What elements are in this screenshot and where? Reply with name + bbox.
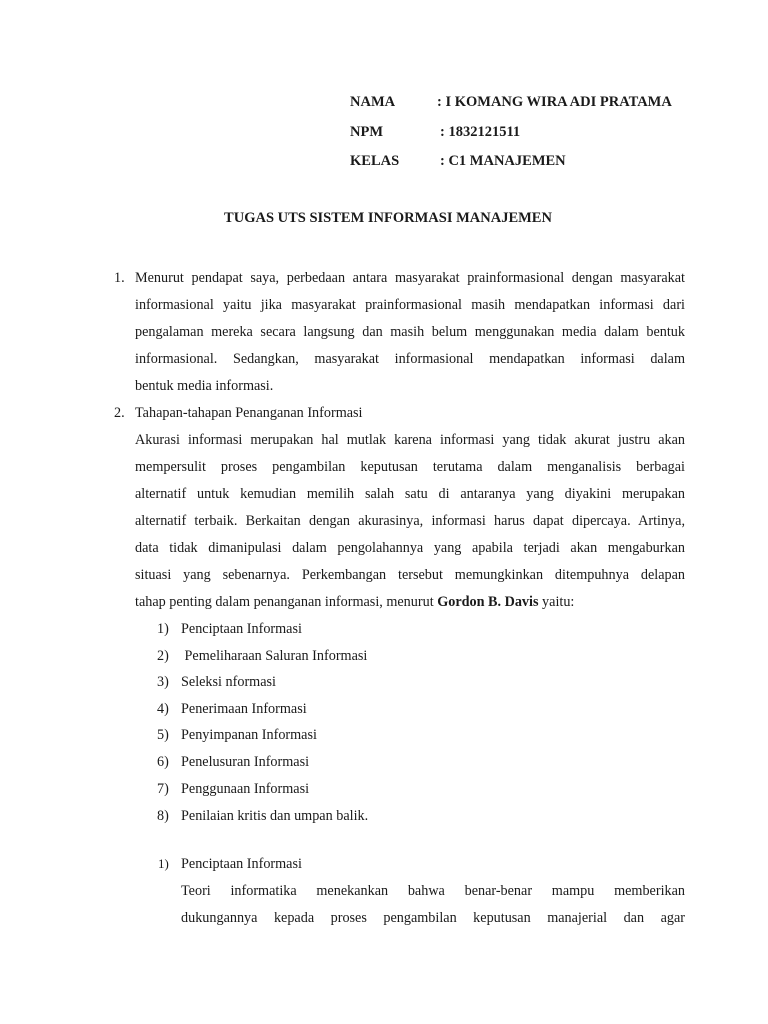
- step-number: 4): [157, 701, 169, 717]
- sub1-heading: Penciptaan Informasi: [181, 856, 302, 872]
- item1-line: bentuk media informasi.: [135, 378, 274, 394]
- step-number: 1): [157, 621, 169, 637]
- sub1-line: dukungannya kepada proses pengambilan keputusan manajerial dan agar: [181, 910, 685, 926]
- step-label: Pemeliharaan Saluran Informasi: [181, 648, 368, 664]
- sub1-number: 1): [158, 856, 169, 871]
- step-number: 8): [157, 808, 169, 824]
- author-name: Gordon B. Davis: [437, 594, 539, 610]
- step-label: Penciptaan Informasi: [181, 621, 302, 637]
- step-label: Penyimpanan Informasi: [181, 727, 317, 743]
- item2-last-line-post: yaitu:: [538, 594, 575, 610]
- item2-line: alternatif terbaik. Berkaitan dengan akurasinya, informasi harus dapat dipercaya. Artinya,: [135, 513, 685, 529]
- item2-line: situasi yang sebenarnya. Perkembangan tersebut memungkinkan ditempuhnya delapan: [135, 567, 685, 583]
- step-number: 5): [157, 727, 169, 743]
- step-label: Penerimaan Informasi: [181, 701, 307, 717]
- item2-number: 2.: [114, 405, 125, 421]
- item1-line: informasional yaitu jika masyarakat prainformasional masih mendapatkan informasi dari: [135, 297, 685, 313]
- npm-label: NPM: [350, 124, 384, 140]
- item2-last-line: [135, 594, 574, 611]
- step-number: 2): [157, 648, 169, 664]
- step-label: Seleksi nformasi: [181, 674, 276, 690]
- item2-line: data tidak dimanipulasi dalam pengolahannya yang apabila terjadi akan mengaburkan: [135, 540, 685, 556]
- step-label: Penelusuran Informasi: [181, 754, 310, 770]
- item1-line: Menurut pendapat saya, perbedaan antara masyarakat prainformasional dengan masyarakat: [135, 270, 685, 286]
- item1-number: 1.: [114, 270, 125, 286]
- item2-line: alternatif untuk kemudian memilih salah satu di antaranya yang diyakini merupakan: [135, 486, 685, 502]
- item1-line: pengalaman mereka secara langsung dan masih belum menggunakan media dalam bentuk: [135, 324, 685, 340]
- npm-value: : 1832121511: [440, 124, 521, 140]
- step-label: Penilaian kritis dan umpan balik.: [181, 808, 369, 824]
- item2-line: Akurasi informasi merupakan hal mutlak karena informasi yang tidak akurat justru akan: [135, 432, 685, 448]
- step-number: 7): [157, 781, 169, 797]
- nama-label: NAMA: [350, 94, 396, 110]
- item2-heading: Tahapan-tahapan Penanganan Informasi: [135, 405, 363, 421]
- item1-line: informasional. Sedangkan, masyarakat informasional mendapatkan informasi dalam: [135, 351, 685, 367]
- step-label: Penggunaan Informasi: [181, 781, 310, 797]
- sub1-line: Teori informatika menekankan bahwa benar-benar mampu memberikan: [181, 883, 685, 899]
- step-number: 6): [157, 754, 169, 770]
- item2-last-line-pre: tahap penting dalam penanganan informasi, menurut: [135, 594, 438, 610]
- document-title: TUGAS UTS SISTEM INFORMASI MANAJEMEN: [224, 210, 552, 226]
- item2-line: mempersulit proses pengambilan keputusan terutama dalam menganalisis berbagai: [135, 459, 685, 475]
- kelas-value: : C1 MANAJEMEN: [440, 153, 566, 169]
- kelas-label: KELAS: [350, 153, 400, 169]
- nama-value: : I KOMANG WIRA ADI PRATAMA: [437, 94, 672, 110]
- step-number: 3): [157, 674, 169, 690]
